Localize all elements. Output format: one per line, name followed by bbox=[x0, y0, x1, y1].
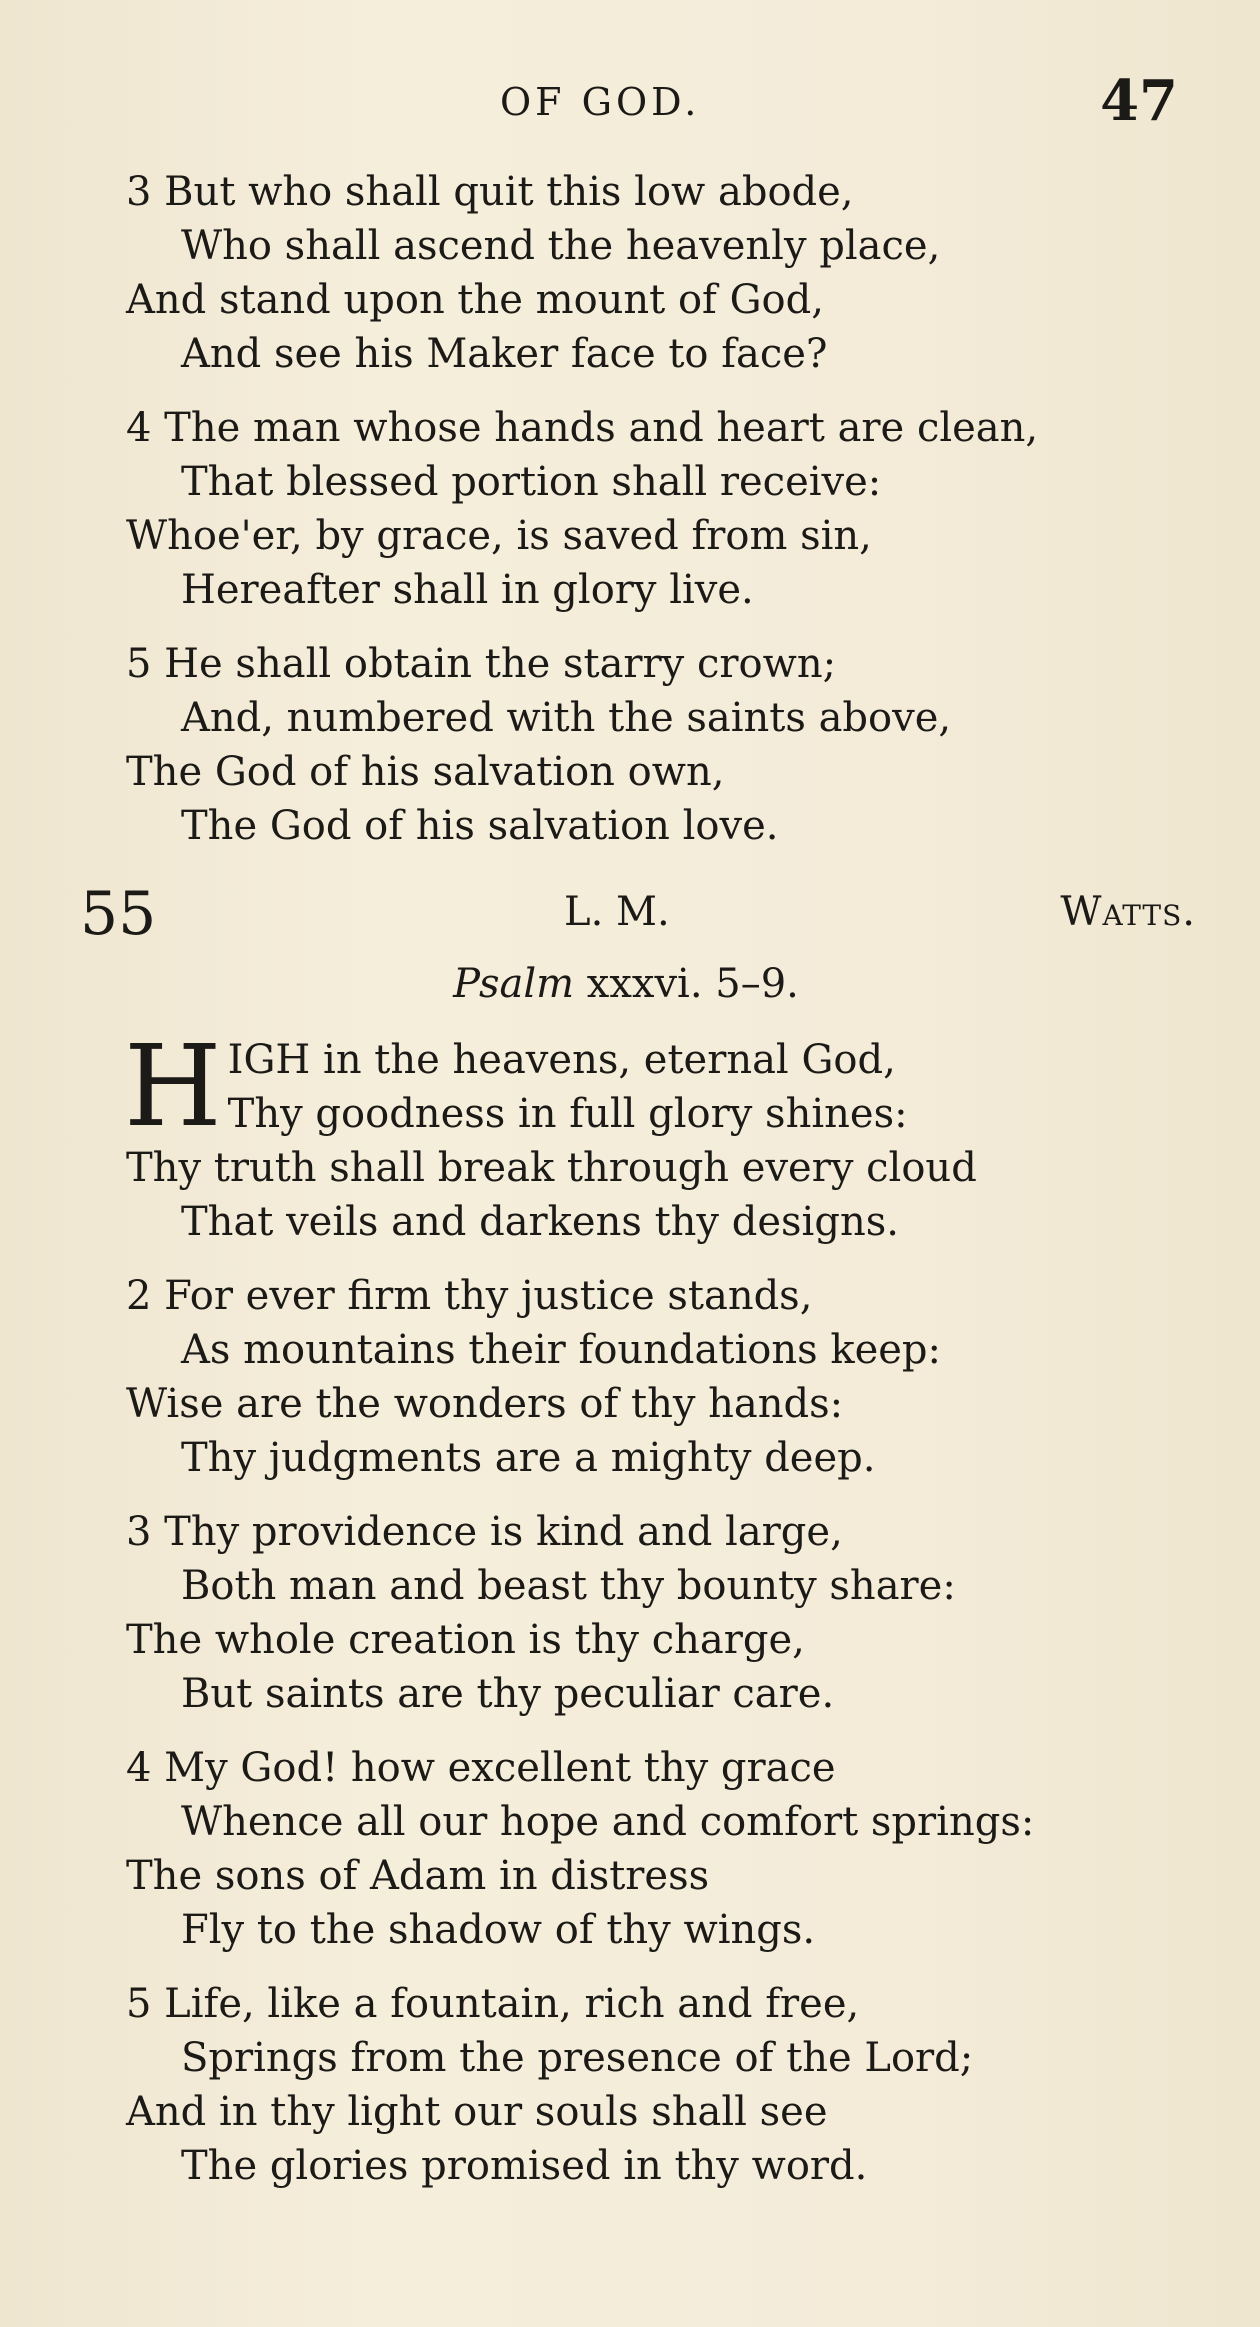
verse-line: The whole creation is thy charge, bbox=[126, 1617, 805, 1663]
verse-line: And see his Maker face to face? bbox=[181, 331, 828, 377]
verse-line: As mountains their foundations keep: bbox=[181, 1327, 941, 1373]
verse-line: 5 He shall obtain the starry crown; bbox=[126, 641, 837, 687]
prev-hymn-stanza-3 bbox=[126, 165, 1186, 381]
verse-line: Thy goodness in full glory shines: bbox=[227, 1091, 908, 1137]
scripture-book: Psalm bbox=[453, 961, 575, 1007]
verse-line: The God of his salvation love. bbox=[181, 803, 779, 849]
scripture-chapter-verse: xxxvi. 5–9. bbox=[586, 961, 799, 1007]
prev-hymn-stanza-4 bbox=[126, 401, 1186, 617]
verse-line: Thy judgments are a mighty deep. bbox=[181, 1435, 876, 1481]
verse-line: Thy truth shall break through every cloud bbox=[126, 1145, 977, 1191]
verse-line: Hereafter shall in glory live. bbox=[181, 567, 754, 613]
verse-line: 2 For ever firm thy justice stands, bbox=[126, 1273, 813, 1319]
verse-line: And stand upon the mount of God, bbox=[126, 277, 824, 323]
hymn-author: Watts. bbox=[1060, 889, 1196, 935]
verse-line: Wise are the wonders of thy hands: bbox=[126, 1381, 844, 1427]
verse-line: The glories promised in thy word. bbox=[181, 2143, 868, 2189]
verse-line: And in thy light our souls shall see bbox=[126, 2089, 828, 2135]
verse-line: The sons of Adam in distress bbox=[126, 1853, 710, 1899]
verse-line: Whence all our hope and comfort springs: bbox=[181, 1799, 1035, 1845]
prev-hymn-stanza-5 bbox=[126, 637, 1186, 853]
scripture-reference bbox=[66, 957, 1186, 1011]
verse-line: That veils and darkens thy designs. bbox=[181, 1199, 899, 1245]
page-content bbox=[80, 165, 1196, 2213]
verse-line: Fly to the shadow of thy wings. bbox=[181, 1907, 816, 1953]
verse-line: IGH in the heavens, eternal God, bbox=[227, 1037, 896, 1083]
verse-line: But saints are thy peculiar care. bbox=[181, 1671, 835, 1717]
verse-line: 4 The man whose hands and heart are clean, bbox=[126, 405, 1039, 451]
hymn-stanza-1 bbox=[124, 1022, 1186, 1249]
verse-line: 3 But who shall quit this low abode, bbox=[126, 169, 854, 215]
verse-line: Springs from the presence of the Lord; bbox=[181, 2035, 974, 2081]
drop-cap: H bbox=[124, 1022, 222, 1152]
verse-line: The God of his salvation own, bbox=[126, 749, 725, 795]
hymn-number: 55 bbox=[80, 879, 157, 949]
hymn-stanza-4 bbox=[126, 1741, 1186, 1957]
hymn-meter: L. M. bbox=[564, 889, 670, 935]
verse-line: 5 Life, like a fountain, rich and free, bbox=[126, 1981, 860, 2027]
verse-line: And, numbered with the saints above, bbox=[181, 695, 952, 741]
verse-line: 4 My God! how excellent thy grace bbox=[126, 1745, 836, 1791]
hymn-stanza-2 bbox=[126, 1269, 1186, 1485]
hymn-stanza-5 bbox=[126, 1977, 1186, 2193]
hymn-header bbox=[80, 879, 1196, 957]
verse-line: Who shall ascend the heavenly place, bbox=[181, 223, 941, 269]
running-head bbox=[0, 68, 1260, 138]
verse-line: 3 Thy providence is kind and large, bbox=[126, 1509, 843, 1555]
page-number: 47 bbox=[1100, 68, 1178, 134]
running-title: OF GOD. bbox=[500, 80, 701, 124]
hymn-stanza-3 bbox=[126, 1505, 1186, 1721]
verse-line: That blessed portion shall receive: bbox=[181, 459, 882, 505]
verse-line: Both man and beast thy bounty share: bbox=[181, 1563, 956, 1609]
verse-line: Whoe'er, by grace, is saved from sin, bbox=[126, 513, 872, 559]
